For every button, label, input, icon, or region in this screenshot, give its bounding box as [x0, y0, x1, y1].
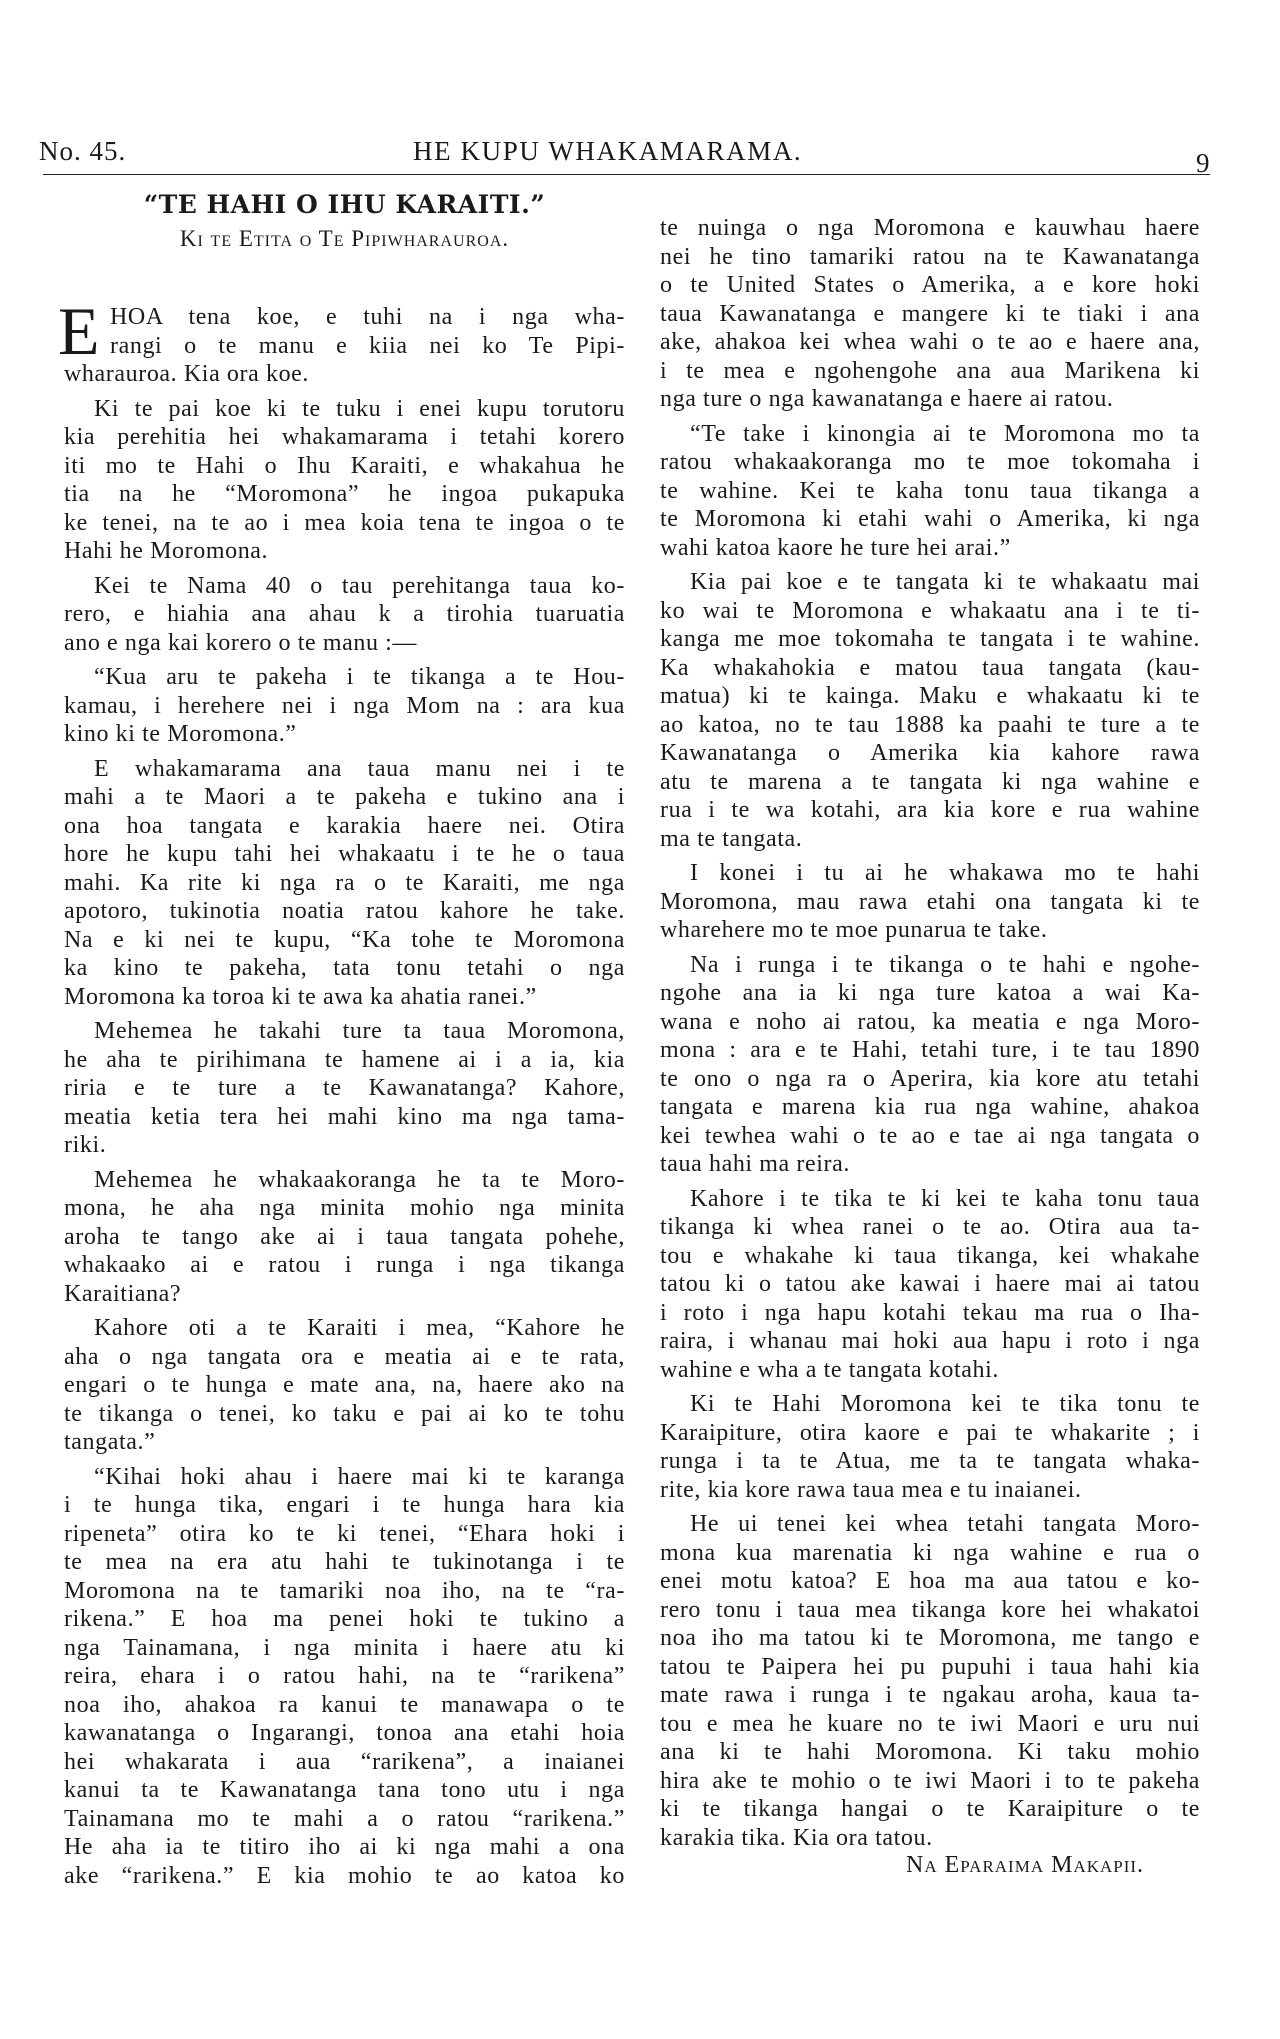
text-line: Ki te Hahi Moromona kei te tika tonu te [690, 1391, 1200, 1417]
text-line: Kawanatanga o Amerika kia kahore rawa [660, 740, 1200, 766]
text-line: ka kino te pakeha, tata tonu tetahi o nga [64, 955, 625, 981]
text-line: “Kihai hoki ahau i haere mai ki te karanga [94, 1463, 625, 1490]
text-line: aha o nga tangata ora e meatia ai e te rata, [64, 1343, 625, 1370]
text-line: Moromona, mau rawa etahi ona tangata ki te [660, 888, 1200, 915]
text-line: noa iho, ahakoa ra kanui te manawapa o te [64, 1691, 625, 1718]
text-line: i te hunga tika, engari i te hunga hara kia [64, 1492, 625, 1518]
text-line: te nuinga o nga Moromona e kauwhau haere [660, 215, 1200, 241]
text-line: ano e nga kai korero o te manu :— [64, 629, 418, 656]
text-line: mahi a te Maori a te pakeha e tukino ana i [64, 784, 625, 810]
text-line: riria e te ture a te Kawanatanga? Kahore, [64, 1075, 625, 1101]
paragraph [64, 303, 625, 389]
text-line: wharauroa. Kia ora koe. [64, 361, 310, 387]
text-line: meatia ketia tera hei mahi kino ma nga tama- [64, 1103, 625, 1130]
text-line: kamau, i herehere nei i nga Mom na : ara kua [64, 692, 625, 719]
text-line: te wahine. Kei te kaha tonu taua tikanga a [660, 477, 1200, 504]
paragraph [64, 395, 625, 566]
text-line: matua) ki te kainga. Maku e whakaatu ki te [660, 683, 1200, 709]
text-line: iti mo te Hahi o Ihu Karaiti, e whakahua he [64, 452, 625, 479]
paragraph [64, 1463, 625, 1891]
text-line: te Moromona ki etahi wahi o Amerika, ki nga [660, 506, 1200, 532]
text-line: te tikanga o tenei, ko taku e pai ai ko te tohu [64, 1400, 625, 1427]
left-column [58, 293, 625, 1896]
text-line: nei he tino tamariki ratou na te Kawanatanga [660, 243, 1200, 270]
text-line: rero tonu i taua mea tikanga kore hei whakatoi [660, 1596, 1200, 1623]
text-line: kanga me moe tokomaha te tangata i te wahine. [660, 626, 1200, 652]
text-line: Na e ki nei te kupu, “Ka tohe te Moromona [64, 926, 625, 953]
text-line: HOA tena koe, e tuhi na i nga wha- [110, 304, 625, 330]
text-line: Kei te Nama 40 o tau perehitanga taua ko- [94, 572, 625, 599]
text-line: noa iho ma tatou ki te Moromona, me tango e [660, 1625, 1200, 1651]
text-line: Karaipiture, otira kaore e pai te whakarite ; i [660, 1419, 1200, 1446]
text-line: tou e mea he kuare no te iwi Maori e uru nui [660, 1710, 1200, 1737]
text-line: ngohe ana ia ki nga ture katoa a wai Ka- [660, 980, 1200, 1006]
text-line: hei whakarata i aua “rarikena”, a inaianei [64, 1748, 625, 1775]
text-line: mahi. Ka rite ki nga ra o te Karaiti, me nga [64, 869, 625, 896]
text-line: hira ake te mohio o te iwi Maori i to te pakeha [660, 1767, 1200, 1794]
text-line: tia na he “Moromona” he ingoa pukapuka [64, 481, 625, 507]
text-line: Karaitiana? [64, 1280, 182, 1307]
text-line: rikena.” E hoa ma penei hoki te tukino a [64, 1606, 625, 1632]
article-title: “TE HAHI O IHU KARAITI.” [143, 190, 546, 219]
text-line: ake “rarikena.” E kia mohio te ao katoa ko [64, 1862, 625, 1889]
text-line: ratou whakaakoranga mo te moe tokomaha i [660, 449, 1200, 475]
text-line: ake, ahakoa kei whea wahi o te ao e haere ana, [660, 329, 1200, 355]
text-line: wahine e wha a te tangata kotahi. [660, 1356, 999, 1383]
text-line: “Kua aru te pakeha i te tikanga a te Hou- [94, 664, 625, 690]
text-line: i roto i nga hapu kotahi tekau ma rua o Iha- [660, 1299, 1200, 1326]
text-line: o te United States o Amerika, a e kore hoki [660, 272, 1200, 298]
text-line: ao katoa, no te tau 1888 ka paahi te ture a te [660, 711, 1200, 738]
paragraph [64, 1314, 625, 1457]
text-line: hore he kupu tahi hei whakaatu i te he o taua [64, 841, 625, 867]
text-line: aroha te tango ake ai i taua tangata pohehe, [64, 1223, 625, 1250]
signature: Na Eparaima Makapii. [906, 1852, 1145, 1878]
text-line: Mehemea he takahi ture ta taua Moromona, [94, 1018, 625, 1044]
text-line: E whakamarama ana taua manu nei i te [94, 755, 625, 782]
text-line: wharehere mo te moe punarua te take. [660, 917, 1048, 943]
text-line: ripeneta” otira ko te ki tenei, “Ehara hoki i [64, 1520, 625, 1547]
text-line: engari o te hunga e mate ana, na, haere ako na [64, 1372, 625, 1398]
article-subtitle: Ki te Etita o Te Pipiwharauroa. [179, 226, 510, 251]
text-line: Na i runga i te tikanga o te hahi e ngohe- [690, 951, 1200, 978]
text-line: Ka whakahokia e matou taua tangata (kau- [660, 654, 1200, 681]
page-number: 9 [1196, 148, 1211, 178]
text-line: kino ki te Moromona.” [64, 721, 297, 747]
text-line: Moromona ka toroa ki te awa ka ahatia ranei.” [64, 983, 537, 1010]
text-line: He aha ia te titiro iho ai ki nga mahi a ona [64, 1834, 625, 1860]
text-line: wana e noho ai ratou, ka meatia e nga Moro- [660, 1008, 1200, 1035]
text-line: apotoro, tukinotia noatia ratou kahore he take. [64, 898, 625, 924]
text-line: Moromona na te tamariki noa iho, na te “ra- [64, 1577, 625, 1604]
paragraph [660, 1510, 1200, 1852]
text-line: tangata.” [64, 1429, 156, 1455]
text-line: ma te tangata. [660, 825, 803, 852]
text-line: nga ture o nga kawanatanga e haere ai ratou. [660, 386, 1114, 412]
issue-number: No. 45. [39, 136, 127, 166]
text-line: I konei i tu ai he whakawa mo te hahi [690, 860, 1200, 886]
text-line: Kahore i te tika te ki kei te kaha tonu taua [690, 1185, 1200, 1212]
paragraph [660, 420, 1200, 563]
text-line: ana ki te hahi Moromona. Ki taku mohio [660, 1739, 1200, 1765]
text-line: raira, i whanau mai hoki aua hapu i roto i nga [660, 1328, 1200, 1354]
header-rule [43, 174, 1210, 175]
text-line: Ki te pai koe ki te tuku i enei kupu torutoru [94, 395, 625, 422]
text-line: te mea na era atu hahi te tukinotanga i te [64, 1549, 625, 1575]
text-line: kei tewhea wahi o te ao e tae ai nga tangata o [660, 1122, 1200, 1149]
text-line: nga Tainamana, i nga minita i haere atu ki [64, 1634, 625, 1661]
text-line: riki. [64, 1132, 107, 1158]
text-line: Kahore oti a te Karaiti i mea, “Kahore he [94, 1315, 625, 1341]
text-line: Kia pai koe e te tangata ki te whakaatu mai [690, 569, 1200, 595]
paragraph [64, 1017, 625, 1160]
text-line: runga i ta te Atua, me ta te tangata whaka- [660, 1448, 1200, 1474]
text-line: tikanga ki whea ranei o te ao. Otira aua ta- [660, 1214, 1200, 1240]
text-line: mona kua marenatia ki nga wahine e rua o [660, 1539, 1200, 1566]
paragraph [660, 859, 1200, 945]
text-line: ke tenei, na te ao i mea koia tena te ingoa o te [64, 509, 625, 536]
text-line: rite, kia kore rawa taua mea e tu inaianei. [660, 1476, 1082, 1503]
text-line: rero, e hiahia ana ahau k a tirohia tuaruatia [64, 601, 625, 627]
text-line: te ono o nga ra o Aperira, kia kore atu tetahi [660, 1065, 1200, 1092]
paragraph [660, 1185, 1200, 1385]
text-line: enei motu katoa? E hoa ma aua tatou e ko- [660, 1568, 1200, 1594]
text-line: reira, ehara i o ratou hahi, na te “rarikena” [64, 1663, 625, 1689]
text-line: “Te take i kinongia ai te Moromona mo ta [690, 420, 1200, 447]
text-line: taua hahi ma reira. [660, 1151, 850, 1177]
text-line: He ui tenei kei whea tetahi tangata Moro- [690, 1511, 1200, 1537]
text-line: i te mea e ngohengohe ana aua Marikena ki [660, 357, 1200, 384]
paragraph [64, 663, 625, 749]
text-line: kanui ta te Kawanatanga tana tono utu i nga [64, 1777, 625, 1803]
paragraph [64, 755, 625, 1012]
text-line: tangata e marena kia rua nga wahine, ahakoa [660, 1094, 1200, 1120]
text-line: Tainamana mo te mahi a o ratou “rarikena.” [64, 1805, 625, 1832]
text-line: tou e whakahe ki taua tikanga, kei whakahe [660, 1242, 1200, 1269]
paragraph [660, 951, 1200, 1179]
text-line: tatou ki o tatou ake kawai i haere mai ai tatou [660, 1271, 1200, 1297]
text-line: mona, he aha nga minita mohio nga minita [64, 1195, 625, 1221]
running-title: HE KUPU WHAKAMARAMA. [413, 136, 803, 166]
text-line: atu te marena a te tangata ki nga wahine e [660, 768, 1200, 795]
text-line: whakaako ai e ratou i runga i nga tikanga [64, 1252, 625, 1278]
text-line: ona hoa tangata e karakia haere nei. Otira [64, 812, 625, 839]
right-column [660, 214, 1200, 1858]
text-line: he aha te pirihimana te hamene ai i a ia, kia [64, 1046, 625, 1073]
text-line: ki te tikanga hangai o te Karaipiture o te [660, 1796, 1200, 1822]
paragraph [660, 1390, 1200, 1504]
text-line: mate rawa i runga i te ngakau aroha, kaua ta- [660, 1682, 1200, 1708]
text-line: karakia tika. Kia ora tatou. [660, 1824, 933, 1851]
text-line: taua Kawanatanga e mangere ki te tiaki i ana [660, 300, 1200, 327]
paragraph [660, 568, 1200, 853]
drop-cap: E [58, 293, 101, 369]
text-line: kawanatanga o Ingarangi, tonoa ana etahi hoia [64, 1720, 625, 1746]
text-line: wahi katoa kaore he ture hei arai.” [660, 534, 1011, 561]
text-line: kia perehitia hei whakamarama i tetahi korero [64, 424, 625, 450]
text-line: mona : ara e te Hahi, tetahi ture, i te tau 1890 [660, 1037, 1200, 1063]
text-line: rua i te wa kotahi, ara kia kore e rua wahine [660, 797, 1200, 823]
text-line: tatou te Paipera hei pu pupuhi i taua hahi kia [660, 1653, 1200, 1680]
paragraph [64, 572, 625, 658]
text-line: ko wai te Moromona e whakaatu ana i te ti- [660, 597, 1200, 624]
paragraph [660, 214, 1200, 414]
text-line: rangi o te manu e kiia nei ko Te Pipi- [110, 332, 625, 359]
text-line: Hahi he Moromona. [64, 538, 269, 564]
text-line: Mehemea he whakaakoranga he ta te Moro- [94, 1166, 625, 1193]
paragraph [64, 1166, 625, 1309]
